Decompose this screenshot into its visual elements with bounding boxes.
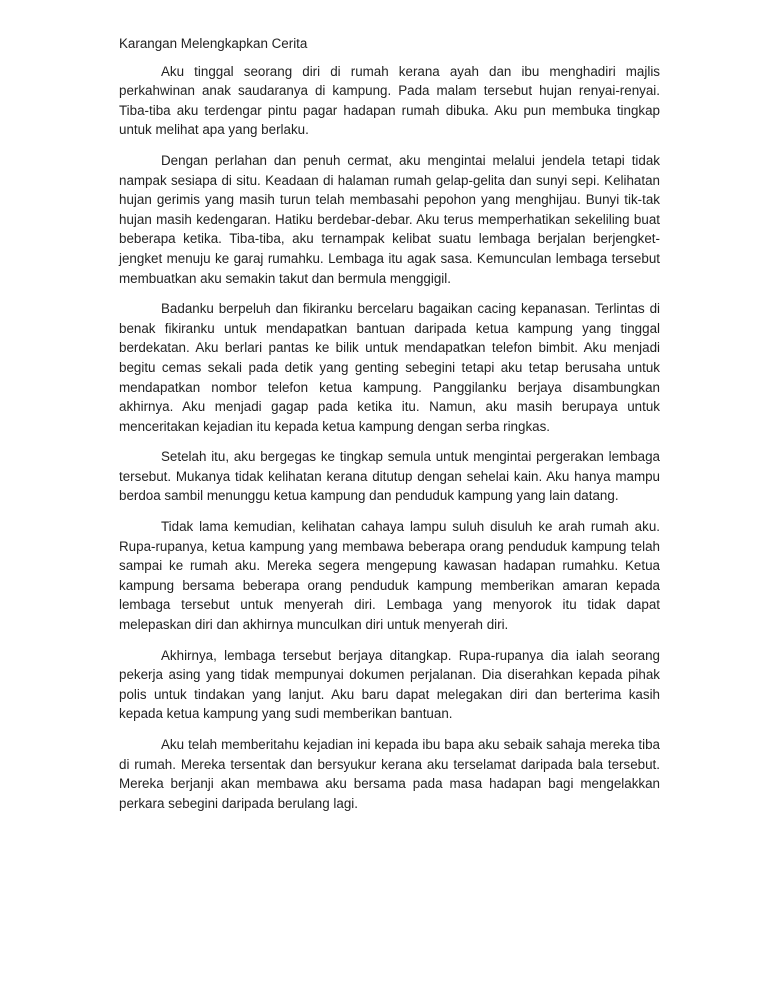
document-page: [119, 34, 660, 824]
paragraph-6: Akhirnya, lembaga tersebut berjaya ditangkap. Rupa-rupanya dia ialah seorang pekerja asing yang tidak mempunyai dokumen perjalanan. Dia diserahkan kepada pihak polis untuk tindakan yang lanjut. Aku baru dapat melegakan diri dan berterima kasih kepada ketua kampung yang sudi memberikan bantuan.: [119, 647, 660, 722]
paragraph-7: Aku telah memberitahu kejadian ini kepada ibu bapa aku sebaik sahaja mereka tiba di rumah. Mereka tersentak dan bersyukur kerana aku terselamat daripada bala tersebut. Mereka berjanji akan membawa aku bersama pada masa hadapan bagi mengelakkan perkara sebegini daripada berulang lagi.: [119, 737, 660, 811]
paragraph-2: Dengan perlahan dan penuh cermat, aku mengintai melalui jendela tetapi tidak nampak sesiapa di situ. Keadaan di halaman rumah gelap-gelita dan sunyi sepi. Kelihatan hujan gerimis yang masih turun telah membasahi pepohon yang menghijau. Bunyi tik-tak hujan masih kedengaran. Hatiku berdebar-debar. Aku terus memperhatikan sekeliling buat beberapa ketika. Tiba-tiba, aku ternampak kelibat suatu lembaga berjalan berjengket-jengket menuju ke garaj rumahku. Lembaga itu agak sasa. Kemunculan lembaga tersebut membuatkan aku semakin takut dan bermula menggigil.: [119, 152, 660, 286]
paragraph-3: Badanku berpeluh dan fikiranku bercelaru bagaikan cacing kepanasan. Terlintas di benak fikiranku untuk mendapatkan bantuan daripada ketua kampung yang tinggal berdekatan. Aku berlari pantas ke bilik untuk mendapatkan telefon bimbit. Aku menjadi begitu cemas sekali pada detik yang genting sebegini tetapi aku tetap berusaha untuk mendapatkan nombor telefon ketua kampung. Panggilanku berjaya disambungkan akhirnya. Aku menjadi gagap pada ketika itu. Namun, aku masih berupaya untuk menceritakan kejadian itu kepada ketua kampung dengan serba ringkas.: [119, 301, 660, 434]
paragraph-5: Tidak lama kemudian, kelihatan cahaya lampu suluh disuluh ke arah rumah aku. Rupa-rupanya, ketua kampung yang membawa beberapa orang penduduk kampung telah sampai ke rumah aku. Mereka segera mengepung kawasan hadapan rumahku. Ketua kampung bersama beberapa orang penduduk kampung memberikan amaran kepada lembaga tersebut untuk menyerah diri. Lembaga yang menyorok itu tidak dapat melepaskan diri dan akhirnya munculkan diri untuk menyerah diri.: [119, 519, 660, 633]
paragraph-4: Setelah itu, aku bergegas ke tingkap semula untuk mengintai pergerakan lembaga tersebut. Mukanya tidak kelihatan kerana ditutup dengan sehelai kain. Aku hanya mampu berdoa sambil menunggu ketua kampung dan penduduk kampung yang lain datang.: [119, 449, 660, 504]
paragraph-1: Aku tinggal seorang diri di rumah kerana ayah dan ibu menghadiri majlis perkahwinan anak saudaranya di kampung. Pada malam tersebut hujan renyai-renyai. Tiba-tiba aku terdengar pintu pagar hadapan rumah dibuka. Aku pun membuka tingkap untuk melihat apa yang berlaku.: [119, 63, 660, 138]
document-title: Karangan Melengkapkan Cerita: [119, 36, 308, 51]
